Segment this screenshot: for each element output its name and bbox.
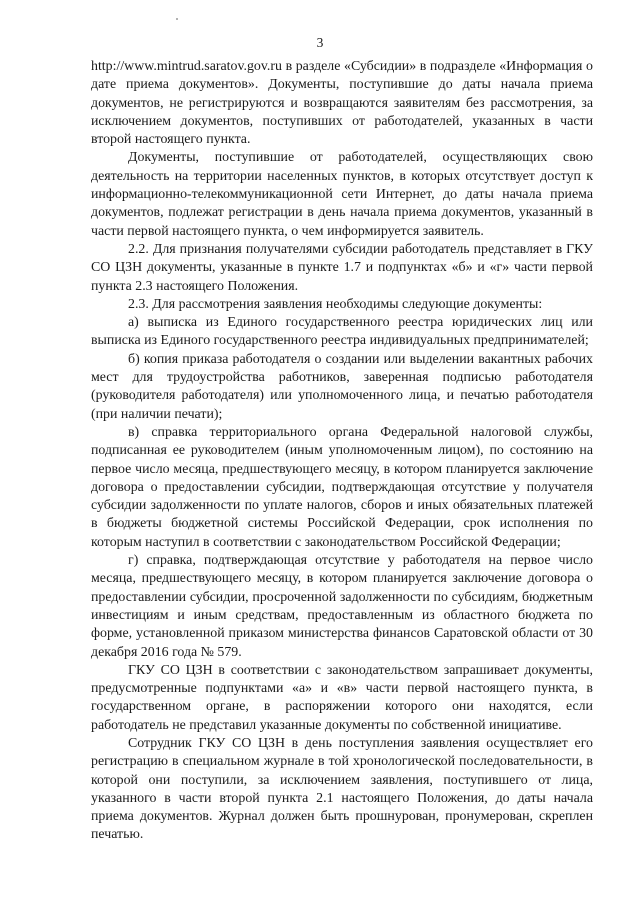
list-item: г) справка, подтверждающая отсутствие у работодателя на первое число месяца, предшествующего месяцу, в котором планируется заключение договора о предоставлении субсидии, просроченной задолженности по субсидиям, бюджетным инвестициям и иным средствам, предоставленным из областного бюджета по форме, установленной приказом министерства финансов Саратовской области от 30 декабря 2016 года № 579. bbox=[91, 553, 593, 660]
paragraph: 2.3. Для рассмотрения заявления необходимы следующие документы: bbox=[128, 296, 543, 312]
list-item: а) выписка из Единого государственного реестра юридических лиц или выписка из Единого государственного реестра индивидуальных предпринимателей; bbox=[91, 315, 593, 349]
paragraph: http://www.mintrud.saratov.gov.ru в разделе «Субсидии» в подразделе «Информация о дате приема документов». Документы, поступившие до даты начала приема документов, не регистрируются и возвращаются заявителям без рассмотрения, за исключением документов, поступивших от работодателей, указанных в части второй настоящего пункта. bbox=[91, 59, 593, 148]
paragraph: 2.2. Для признания получателями субсидии работодатель представляет в ГКУ СО ЦЗН документы, указанные в пункте 1.7 и подпунктах «б» и «г» части первой пункта 2.3 настоящего Положения. bbox=[91, 241, 593, 294]
paragraph: Документы, поступившие от работодателей, осуществляющих свою деятельность на территории населенных пунктов, в которых отсутствует доступ к информационно-телекоммуникационной сети Интернет, до даты начала приема документов, подлежат регистрации в день начала приема документов, указанный в части первой настоящего пункта, о чем информируется заявитель. bbox=[91, 150, 593, 239]
list-item: б) копия приказа работодателя о создании или выделении вакантных рабочих мест для трудоустройства работников, заверенная подписью работодателя (руководителя работодателя) или уполномоченного лица, и печатью работодателя (при наличии печати); bbox=[91, 351, 593, 422]
paragraph: Сотрудник ГКУ СО ЦЗН в день поступления заявления осуществляет его регистрацию в специальном журнале в той хронологической последовательности, в которой они поступили, за исключением заявления, поступившего от лица, указанного в части второй пункта 2.1 настоящего Положения, до даты начала приема документов. Журнал должен быть прошнурован, пронумерован, скреплен печатью. bbox=[91, 735, 593, 843]
scan-speck bbox=[176, 18, 178, 20]
document-body bbox=[91, 58, 593, 845]
list-item: в) справка территориального органа Федеральной налоговой службы, подписанная ее руководителем (иным уполномоченным лицом), по состоянию на первое число месяца, предшествующего месяцу, в котором планируется заключение договора о предоставлении субсидии, подтверждающая отсутствие у получателя субсидии задолженности по уплате налогов, сборов и иных обязательных платежей в бюджеты бюджетной системы Российской Федерации, срок исполнения по которым наступил в соответствии с законодательством Российской Федерации; bbox=[91, 424, 593, 550]
page-number: 3 bbox=[316, 35, 324, 50]
paragraph: ГКУ СО ЦЗН в соответствии с законодательством запрашивает документы, предусмотренные подпунктами «а» и «в» части первой настоящего пункта, в государственном органе, в распоряжении которого они находятся, если работодатель не представил указанные документы по собственной инициативе. bbox=[91, 662, 593, 733]
